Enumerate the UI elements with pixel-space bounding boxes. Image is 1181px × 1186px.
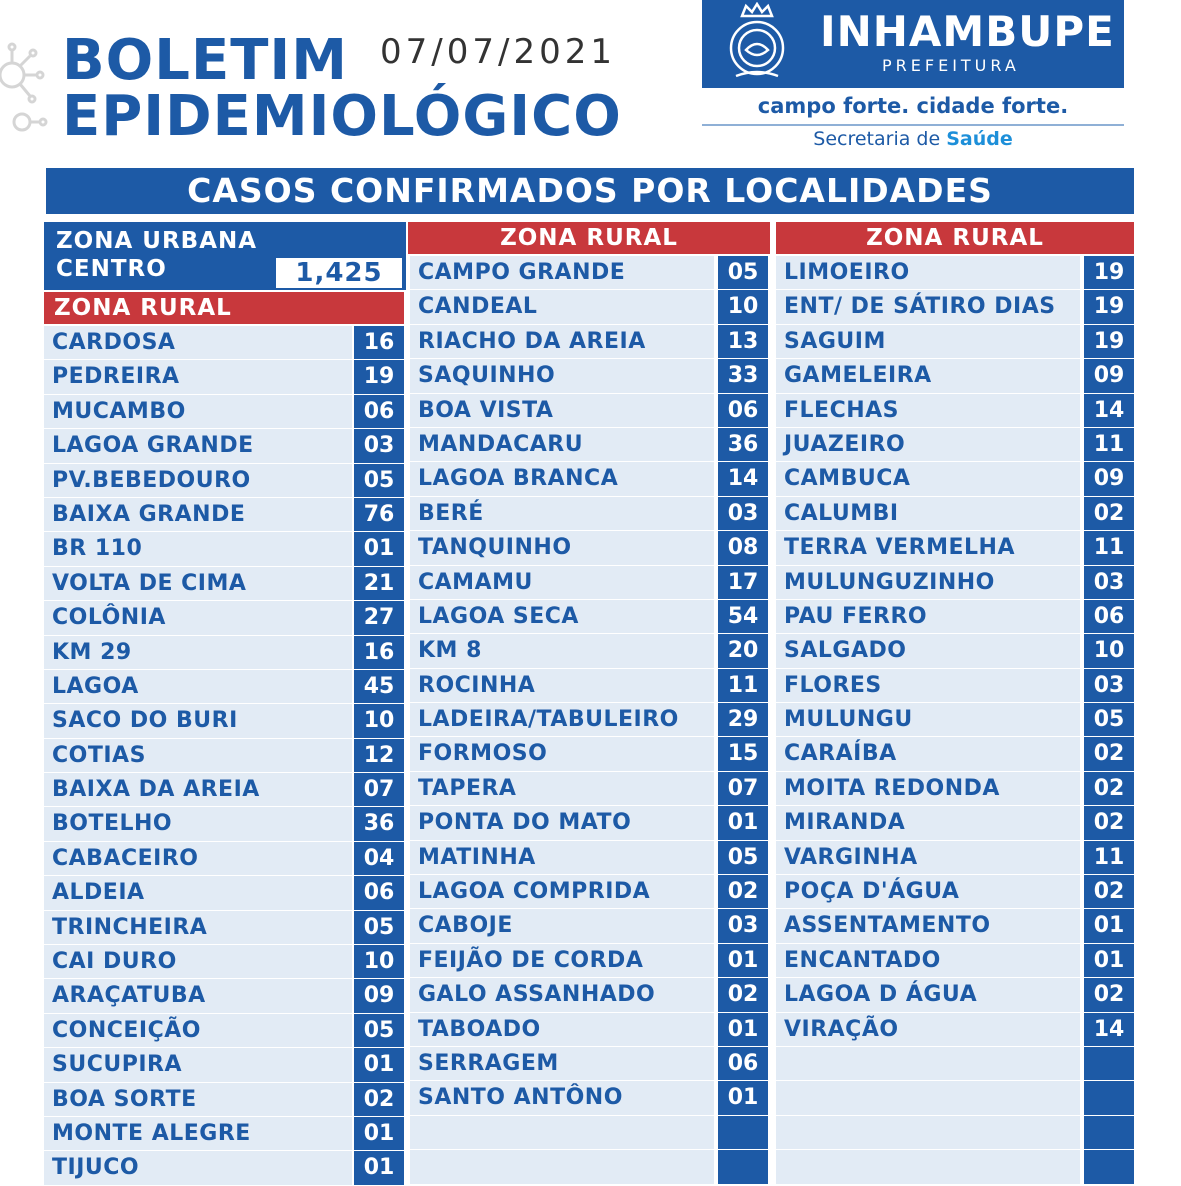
locality-name: BOA VISTA — [410, 394, 714, 427]
case-count: 29 — [718, 703, 768, 736]
locality-name: FORMOSO — [410, 737, 714, 770]
case-count: 19 — [1084, 256, 1134, 289]
locality-name: BAIXA GRANDE — [44, 498, 352, 531]
locality-name: CARAÍBA — [776, 737, 1080, 770]
table-row — [410, 359, 768, 393]
case-count: 19 — [1084, 325, 1134, 358]
locality-name: CABACEIRO — [44, 842, 352, 875]
case-count: 06 — [354, 876, 404, 909]
table-row — [44, 532, 406, 566]
locality-name: MONTE ALEGRE — [44, 1117, 352, 1150]
table-row — [44, 945, 406, 979]
case-count: 10 — [354, 704, 404, 737]
table-row — [44, 1083, 406, 1117]
table-row — [410, 600, 768, 634]
locality-name: CAMPO GRANDE — [410, 256, 714, 289]
table-row — [776, 359, 1134, 393]
table-row — [44, 704, 406, 738]
locality-name — [776, 1150, 1080, 1183]
table-row — [410, 978, 768, 1012]
table-row — [776, 531, 1134, 565]
case-count — [718, 1116, 768, 1149]
locality-name: SAGUIM — [776, 325, 1080, 358]
locality-name: GAMELEIRA — [776, 359, 1080, 392]
locality-name: SERRAGEM — [410, 1047, 714, 1080]
locality-name: PONTA DO MATO — [410, 806, 714, 839]
table-row — [44, 911, 406, 945]
table-row — [44, 1048, 406, 1082]
case-count: 01 — [718, 1081, 768, 1114]
locality-name: SAQUINHO — [410, 359, 714, 392]
case-count — [1084, 1047, 1134, 1080]
table-row — [410, 531, 768, 565]
case-count: 14 — [1084, 394, 1134, 427]
table-row — [776, 462, 1134, 496]
case-count: 54 — [718, 600, 768, 633]
case-count — [718, 1150, 768, 1183]
table-row — [44, 739, 406, 773]
table-row — [776, 1081, 1134, 1115]
locality-name: LAGOA SECA — [410, 600, 714, 633]
locality-name: GALO ASSANHADO — [410, 978, 714, 1011]
table-row — [776, 978, 1134, 1012]
case-count: 06 — [1084, 600, 1134, 633]
locality-name: FEIJÃO DE CORDA — [410, 944, 714, 977]
column-3 — [776, 222, 1134, 1178]
virus-icon — [0, 30, 62, 140]
table-row — [410, 394, 768, 428]
table-row — [410, 325, 768, 359]
case-count: 27 — [354, 601, 404, 634]
table-row — [410, 634, 768, 668]
urban-zone-box — [44, 222, 406, 290]
table-row — [44, 429, 406, 463]
case-count: 06 — [718, 1047, 768, 1080]
locality-name: TABOADO — [410, 1013, 714, 1046]
secretaria-prefix: Secretaria de — [813, 128, 947, 150]
locality-name: TANQUINHO — [410, 531, 714, 564]
case-count: 02 — [718, 978, 768, 1011]
table-row — [44, 498, 406, 532]
case-count: 14 — [718, 462, 768, 495]
locality-name: LAGOA COMPRIDA — [410, 875, 714, 908]
table-row — [410, 497, 768, 531]
table-row — [776, 566, 1134, 600]
table-row — [410, 428, 768, 462]
table-row — [44, 567, 406, 601]
case-count: 06 — [354, 395, 404, 428]
locality-name: VIRAÇÃO — [776, 1013, 1080, 1046]
table-row — [44, 670, 406, 704]
locality-name: BAIXA DA AREIA — [44, 773, 352, 806]
case-count: 11 — [1084, 841, 1134, 874]
case-count: 05 — [354, 1014, 404, 1047]
table-row — [44, 360, 406, 394]
table-row — [44, 1014, 406, 1048]
locality-name: BOA SORTE — [44, 1083, 352, 1116]
locality-name: KM 8 — [410, 634, 714, 667]
case-count: 14 — [1084, 1013, 1134, 1046]
page-title-line1: BOLETIM — [62, 28, 348, 93]
case-count: 19 — [1084, 290, 1134, 323]
table-row — [776, 600, 1134, 634]
locality-list-1 — [44, 326, 406, 1186]
table-row — [776, 290, 1134, 324]
case-count: 01 — [1084, 944, 1134, 977]
table-row — [776, 634, 1134, 668]
case-count: 05 — [354, 911, 404, 944]
case-count: 07 — [354, 773, 404, 806]
table-row — [776, 325, 1134, 359]
table-row — [410, 290, 768, 324]
case-count: 01 — [354, 1048, 404, 1081]
locality-name: ROCINHA — [410, 669, 714, 702]
case-count: 02 — [1084, 806, 1134, 839]
table-row — [410, 909, 768, 943]
table-row — [410, 1116, 768, 1150]
locality-name: ALDEIA — [44, 876, 352, 909]
table-row — [776, 875, 1134, 909]
locality-name: CARDOSA — [44, 326, 352, 359]
case-count: 02 — [1084, 875, 1134, 908]
city-name: INHAMBUPE — [820, 7, 1115, 56]
table-row — [776, 909, 1134, 943]
locality-name: CALUMBI — [776, 497, 1080, 530]
locality-name — [776, 1081, 1080, 1114]
locality-name: KM 29 — [44, 636, 352, 669]
locality-name — [776, 1047, 1080, 1080]
case-count: 36 — [354, 807, 404, 840]
locality-name: BOTELHO — [44, 807, 352, 840]
case-count: 09 — [1084, 462, 1134, 495]
case-count: 02 — [1084, 772, 1134, 805]
locality-name: SALGADO — [776, 634, 1080, 667]
case-count — [1084, 1116, 1134, 1149]
locality-name: PEDREIRA — [44, 360, 352, 393]
case-count: 05 — [718, 841, 768, 874]
locality-name: SUCUPIRA — [44, 1048, 352, 1081]
case-count: 06 — [718, 394, 768, 427]
table-row — [776, 428, 1134, 462]
case-count: 02 — [354, 1083, 404, 1116]
locality-name: MUCAMBO — [44, 395, 352, 428]
locality-name: ENCANTADO — [776, 944, 1080, 977]
locality-name: PAU FERRO — [776, 600, 1080, 633]
locality-name: LAGOA D ÁGUA — [776, 978, 1080, 1011]
table-row — [410, 1081, 768, 1115]
case-count: 02 — [718, 875, 768, 908]
table-row — [410, 841, 768, 875]
case-count: 07 — [718, 772, 768, 805]
table-row — [776, 1013, 1134, 1047]
table-row — [410, 703, 768, 737]
table-row — [44, 326, 406, 360]
locality-name: LAGOA GRANDE — [44, 429, 352, 462]
locality-name: TAPERA — [410, 772, 714, 805]
case-count: 05 — [1084, 703, 1134, 736]
column-2 — [410, 222, 770, 1178]
case-count: 05 — [718, 256, 768, 289]
case-count: 01 — [354, 1117, 404, 1150]
page-title-line2: EPIDEMIOLÓGICO — [62, 84, 622, 149]
case-count: 19 — [354, 360, 404, 393]
table-row — [44, 1117, 406, 1151]
city-slogan: campo forte. cidade forte. — [757, 94, 1069, 118]
table-row — [410, 566, 768, 600]
case-count: 02 — [1084, 978, 1134, 1011]
city-logo — [702, 0, 1124, 88]
case-count: 45 — [354, 670, 404, 703]
locality-name: RIACHO DA AREIA — [410, 325, 714, 358]
prefeitura-label: PREFEITURA — [882, 56, 1020, 75]
case-count: 11 — [1084, 531, 1134, 564]
zone-rural-header-3: ZONA RURAL — [776, 222, 1134, 254]
table-row — [44, 773, 406, 807]
case-count: 03 — [1084, 669, 1134, 702]
locality-name: PV.BEBEDOURO — [44, 464, 352, 497]
locality-name: LAGOA — [44, 670, 352, 703]
case-count: 12 — [354, 739, 404, 772]
locality-name: VARGINHA — [776, 841, 1080, 874]
urban-centro-label: CENTRO — [56, 256, 167, 282]
locality-name: MULUNGU — [776, 703, 1080, 736]
case-count: 03 — [718, 909, 768, 942]
table-row — [44, 636, 406, 670]
case-count: 03 — [718, 497, 768, 530]
case-count — [1084, 1150, 1134, 1183]
case-count: 17 — [718, 566, 768, 599]
table-row — [410, 1150, 768, 1184]
case-count: 01 — [718, 944, 768, 977]
locality-name: LIMOEIRO — [776, 256, 1080, 289]
case-count: 03 — [354, 429, 404, 462]
case-count: 01 — [718, 806, 768, 839]
table-row — [410, 1013, 768, 1047]
table-row — [776, 772, 1134, 806]
locality-name: SACO DO BURI — [44, 704, 352, 737]
locality-name: TERRA VERMELHA — [776, 531, 1080, 564]
table-row — [776, 669, 1134, 703]
zone-rural-header-1: ZONA RURAL — [44, 292, 404, 324]
case-count: 02 — [1084, 497, 1134, 530]
table-row — [410, 669, 768, 703]
table-row — [410, 256, 768, 290]
locality-name — [410, 1116, 714, 1149]
case-count: 10 — [718, 290, 768, 323]
table-row — [776, 256, 1134, 290]
table-row — [410, 806, 768, 840]
locality-name: TIJUCO — [44, 1151, 352, 1184]
table-row — [44, 842, 406, 876]
case-count: 08 — [718, 531, 768, 564]
locality-name — [776, 1116, 1080, 1149]
case-count: 04 — [354, 842, 404, 875]
zone-rural-header-2: ZONA RURAL — [408, 222, 770, 254]
table-row — [776, 703, 1134, 737]
case-count: 01 — [1084, 909, 1134, 942]
locality-name: COLÔNIA — [44, 601, 352, 634]
case-count: 10 — [354, 945, 404, 978]
secretaria-saude: Saúde — [946, 128, 1013, 150]
locality-name — [410, 1150, 714, 1183]
locality-name: VOLTA DE CIMA — [44, 567, 352, 600]
locality-name: LAGOA BRANCA — [410, 462, 714, 495]
case-count: 16 — [354, 326, 404, 359]
case-count: 36 — [718, 428, 768, 461]
secretaria-label — [702, 128, 1124, 150]
table-row — [776, 497, 1134, 531]
table-row — [410, 944, 768, 978]
urban-zone-label: ZONA URBANA — [56, 228, 258, 254]
table-row — [44, 395, 406, 429]
case-count: 09 — [354, 979, 404, 1012]
case-count: 15 — [718, 737, 768, 770]
locality-list-3 — [776, 256, 1134, 1185]
case-count: 01 — [718, 1013, 768, 1046]
locality-name: MOITA REDONDA — [776, 772, 1080, 805]
locality-name: CONCEIÇÃO — [44, 1014, 352, 1047]
table-row — [410, 772, 768, 806]
locality-name: TRINCHEIRA — [44, 911, 352, 944]
locality-name: POÇA D'ÁGUA — [776, 875, 1080, 908]
locality-name: FLECHAS — [776, 394, 1080, 427]
case-count: 33 — [718, 359, 768, 392]
case-count: 11 — [718, 669, 768, 702]
locality-list-2 — [410, 256, 768, 1185]
locality-name: LADEIRA/TABULEIRO — [410, 703, 714, 736]
locality-name: MANDACARU — [410, 428, 714, 461]
locality-name: MIRANDA — [776, 806, 1080, 839]
case-count: 03 — [1084, 566, 1134, 599]
table-row — [776, 1150, 1134, 1184]
table-row — [410, 737, 768, 771]
case-count: 05 — [354, 464, 404, 497]
case-count: 21 — [354, 567, 404, 600]
locality-name: ASSENTAMENTO — [776, 909, 1080, 942]
table-row — [776, 944, 1134, 978]
column-1 — [44, 222, 406, 1181]
locality-name: MATINHA — [410, 841, 714, 874]
bulletin-date: 07/07/2021 — [380, 32, 616, 72]
locality-name: CABOJE — [410, 909, 714, 942]
table-row — [776, 737, 1134, 771]
table-row — [776, 394, 1134, 428]
locality-name: ARAÇATUBA — [44, 979, 352, 1012]
locality-name: CAMAMU — [410, 566, 714, 599]
table-row — [410, 1047, 768, 1081]
case-count: 02 — [1084, 737, 1134, 770]
section-banner: CASOS CONFIRMADOS POR LOCALIDADES — [46, 168, 1134, 214]
case-count: 01 — [354, 1151, 404, 1184]
locality-name: FLORES — [776, 669, 1080, 702]
table-row — [410, 462, 768, 496]
case-count: 76 — [354, 498, 404, 531]
table-row — [44, 464, 406, 498]
case-count: 11 — [1084, 428, 1134, 461]
table-row — [776, 1116, 1134, 1150]
locality-name: JUAZEIRO — [776, 428, 1080, 461]
locality-name: BERÉ — [410, 497, 714, 530]
case-count: 13 — [718, 325, 768, 358]
table-row — [410, 875, 768, 909]
locality-name: CAMBUCA — [776, 462, 1080, 495]
table-row — [44, 807, 406, 841]
case-count: 01 — [354, 532, 404, 565]
locality-name: BR 110 — [44, 532, 352, 565]
table-row — [776, 841, 1134, 875]
locality-name: ENT/ DE SÁTIRO DIAS — [776, 290, 1080, 323]
locality-name: SANTO ANTÔNO — [410, 1081, 714, 1114]
table-row — [776, 1047, 1134, 1081]
case-count: 20 — [718, 634, 768, 667]
case-count: 16 — [354, 636, 404, 669]
table-row — [44, 601, 406, 635]
table-row — [776, 806, 1134, 840]
divider — [702, 124, 1124, 126]
case-count: 10 — [1084, 634, 1134, 667]
table-row — [44, 876, 406, 910]
case-count — [1084, 1081, 1134, 1114]
locality-name: CAI DURO — [44, 945, 352, 978]
case-count: 09 — [1084, 359, 1134, 392]
locality-name: COTIAS — [44, 739, 352, 772]
urban-total: 1,425 — [276, 258, 402, 288]
table-row — [44, 979, 406, 1013]
locality-name: CANDEAL — [410, 290, 714, 323]
crest-icon — [726, 2, 788, 84]
locality-name: MULUNGUZINHO — [776, 566, 1080, 599]
